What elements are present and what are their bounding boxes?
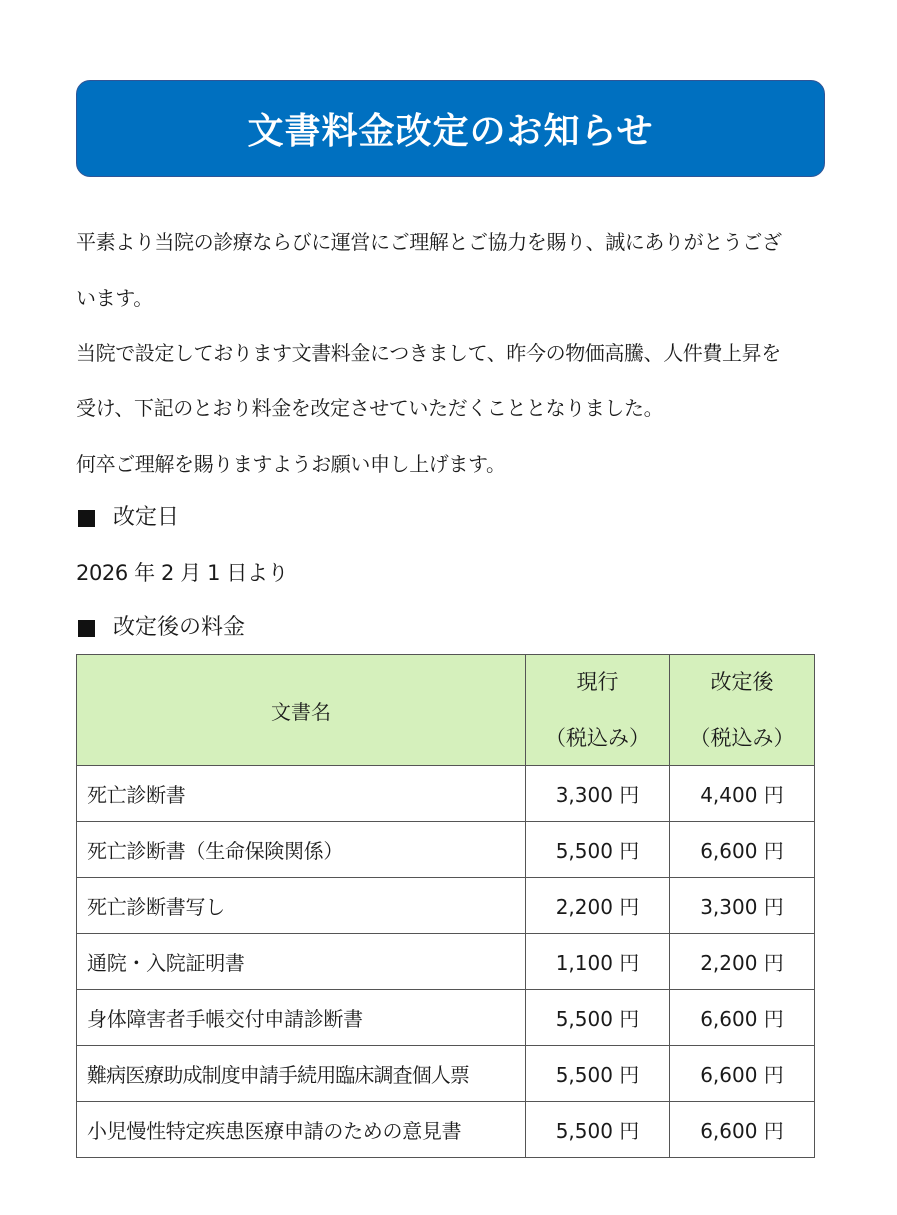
intro-line-1: 平素より当院の診療ならびに運営にご理解とご協力を賜り、誠にありがとうござ bbox=[76, 230, 782, 254]
document-name-cell: 死亡診断書（生命保険関係） bbox=[77, 822, 526, 878]
intro-line-3: 当院で設定しております文書料金につきまして、昨今の物価高騰、人件費上昇を bbox=[76, 341, 781, 365]
current-price-cell: 5,500 円 bbox=[526, 990, 670, 1046]
current-price-cell: 1,100 円 bbox=[526, 934, 670, 990]
section-heading-fees-label: 改定後の料金 bbox=[113, 615, 246, 640]
document-name-cell: 通院・入院証明書 bbox=[77, 934, 526, 990]
page-title: 文書料金改定のお知らせ bbox=[247, 111, 654, 152]
intro-line-2: います。 bbox=[76, 286, 153, 310]
new-price-cell: 2,200 円 bbox=[670, 934, 815, 990]
intro-line-5: 何卒ご理解を賜りますようお願い申し上げます。 bbox=[76, 452, 506, 476]
column-header-new bbox=[670, 655, 815, 766]
table-row bbox=[77, 990, 815, 1046]
column-header-current bbox=[526, 655, 670, 766]
section-heading-date bbox=[78, 503, 179, 533]
current-price-cell: 5,500 円 bbox=[526, 1046, 670, 1102]
section-heading-date-label: 改定日 bbox=[113, 505, 180, 530]
current-price-cell: 3,300 円 bbox=[526, 766, 670, 822]
square-bullet-icon bbox=[78, 620, 95, 637]
column-header-current-label: 現行 bbox=[576, 670, 619, 694]
current-price-cell: 2,200 円 bbox=[526, 878, 670, 934]
document-name-cell: 小児慢性特定疾患医療申請のための意見書 bbox=[77, 1102, 526, 1158]
column-header-current-tax: （税込み） bbox=[545, 726, 650, 750]
new-price-cell: 3,300 円 bbox=[670, 878, 815, 934]
new-price-cell: 4,400 円 bbox=[670, 766, 815, 822]
new-price-cell: 6,600 円 bbox=[670, 1046, 815, 1102]
column-header-name: 文書名 bbox=[77, 655, 526, 766]
table-row bbox=[77, 1102, 815, 1158]
document-name-cell: 難病医療助成制度申請手続用臨床調査個人票 bbox=[77, 1046, 526, 1102]
new-price-cell: 6,600 円 bbox=[670, 1102, 815, 1158]
table-row bbox=[77, 878, 815, 934]
new-price-cell: 6,600 円 bbox=[670, 822, 815, 878]
title-banner bbox=[76, 80, 825, 177]
table-row bbox=[77, 766, 815, 822]
table-row bbox=[77, 822, 815, 878]
square-bullet-icon bbox=[78, 510, 95, 527]
column-header-new-tax: （税込み） bbox=[689, 726, 795, 750]
table-row bbox=[77, 1046, 815, 1102]
table-row bbox=[77, 934, 815, 990]
section-heading-fees bbox=[78, 613, 245, 643]
fee-table bbox=[76, 654, 815, 1158]
current-price-cell: 5,500 円 bbox=[526, 822, 670, 878]
current-price-cell: 5,500 円 bbox=[526, 1102, 670, 1158]
new-price-cell: 6,600 円 bbox=[670, 990, 815, 1046]
document-name-cell: 死亡診断書 bbox=[77, 766, 526, 822]
document-name-cell: 死亡診断書写し bbox=[77, 878, 526, 934]
intro-line-4: 受け、下記のとおり料金を改定させていただくこととなりました。 bbox=[76, 396, 664, 420]
table-header-row bbox=[77, 655, 815, 766]
revision-date: 2026 年 2 月 1 日より bbox=[76, 561, 289, 585]
document-name-cell: 身体障害者手帳交付申請診断書 bbox=[77, 990, 526, 1046]
column-header-new-label: 改定後 bbox=[710, 670, 774, 694]
